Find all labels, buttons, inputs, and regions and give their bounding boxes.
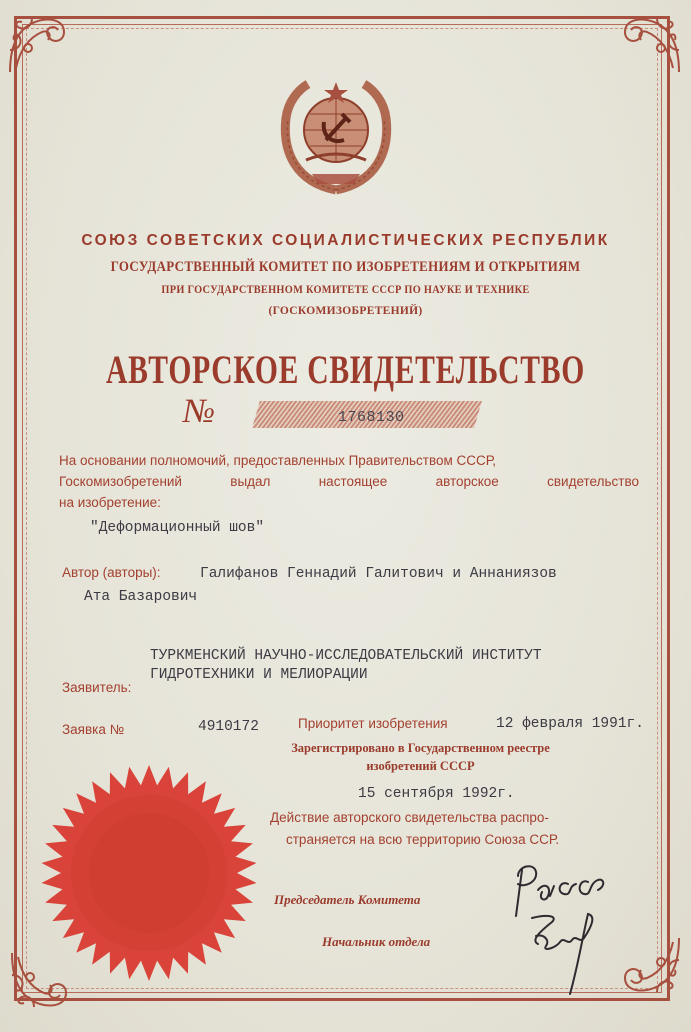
header-line-2: ГОСУДАРСТВЕННЫЙ КОМИТЕТ ПО ИЗОБРЕТЕНИЯМ И ОТКРЫТИЯМ	[110, 259, 581, 275]
head-of-department-label: Начальник отдела	[322, 934, 431, 949]
chairman-label: Председатель Комитета	[274, 892, 421, 907]
wax-seal-icon	[38, 762, 260, 984]
header-line-3: ПРИ ГОСУДАРСТВЕННОМ КОМИТЕТЕ СССР ПО НАУКЕ И ТЕХНИКЕ	[161, 284, 530, 296]
header-line-1: СОЮЗ СОВЕТСКИХ СОЦИАЛИСТИЧЕСКИХ РЕСПУБЛИК	[81, 232, 610, 249]
signature-icon	[488, 856, 618, 1006]
registration-date: 15 сентября 1992г.	[358, 786, 515, 802]
application-number: 4910172	[198, 719, 259, 735]
validity-line-2: страняется на всю территорию Союза ССР.	[286, 832, 560, 847]
number-sign: №	[183, 393, 216, 430]
author-label: Автор (авторы):	[62, 565, 161, 580]
registration-line-2: изобретений СССР	[366, 759, 475, 773]
basis-paragraph	[59, 450, 639, 513]
registration-line-1: Зарегистрировано в Государственном реестре	[291, 741, 550, 755]
basis-line-3: на изобретение:	[59, 495, 161, 510]
priority-date: 12 февраля 1991г.	[496, 716, 644, 732]
author-line-2: Ата Базарович	[84, 589, 198, 605]
priority-label: Приоритет изобретения	[298, 716, 448, 731]
header-line-4: (ГОСКОМИЗОБРЕТЕНИЙ)	[268, 305, 423, 317]
basis-line-1: На основании полномочий, предоставленных Правительством СССР,	[59, 453, 496, 468]
corner-ornament-icon	[617, 930, 687, 1000]
validity-line-1: Действие авторского свидетельства распро-	[270, 810, 549, 825]
applicant-line-1: ТУРКМЕНСКИЙ НАУЧНО-ИССЛЕДОВАТЕЛЬСКИЙ ИНСТИТУТ	[150, 648, 542, 664]
author-line-1: Галифанов Геннадий Галитович и Аннаниязов	[200, 566, 557, 582]
state-emblem-icon	[276, 78, 396, 196]
corner-ornament-icon	[617, 10, 687, 80]
invention-title: "Деформационный шов"	[90, 520, 265, 536]
applicant-line-2: ГИДРОТЕХНИКИ И МЕЛИОРАЦИИ	[150, 667, 368, 683]
certificate-number: 1768130	[338, 409, 405, 426]
document-title: АВТОРСКОЕ СВИДЕТЕЛЬСТВО	[106, 347, 585, 392]
applicant-label: Заявитель:	[62, 680, 132, 695]
application-label: Заявка №	[62, 722, 125, 737]
basis-line-2: Госкомизобретений выдал настоящее авторское свидетельство	[59, 474, 639, 489]
corner-ornament-icon	[2, 10, 72, 80]
